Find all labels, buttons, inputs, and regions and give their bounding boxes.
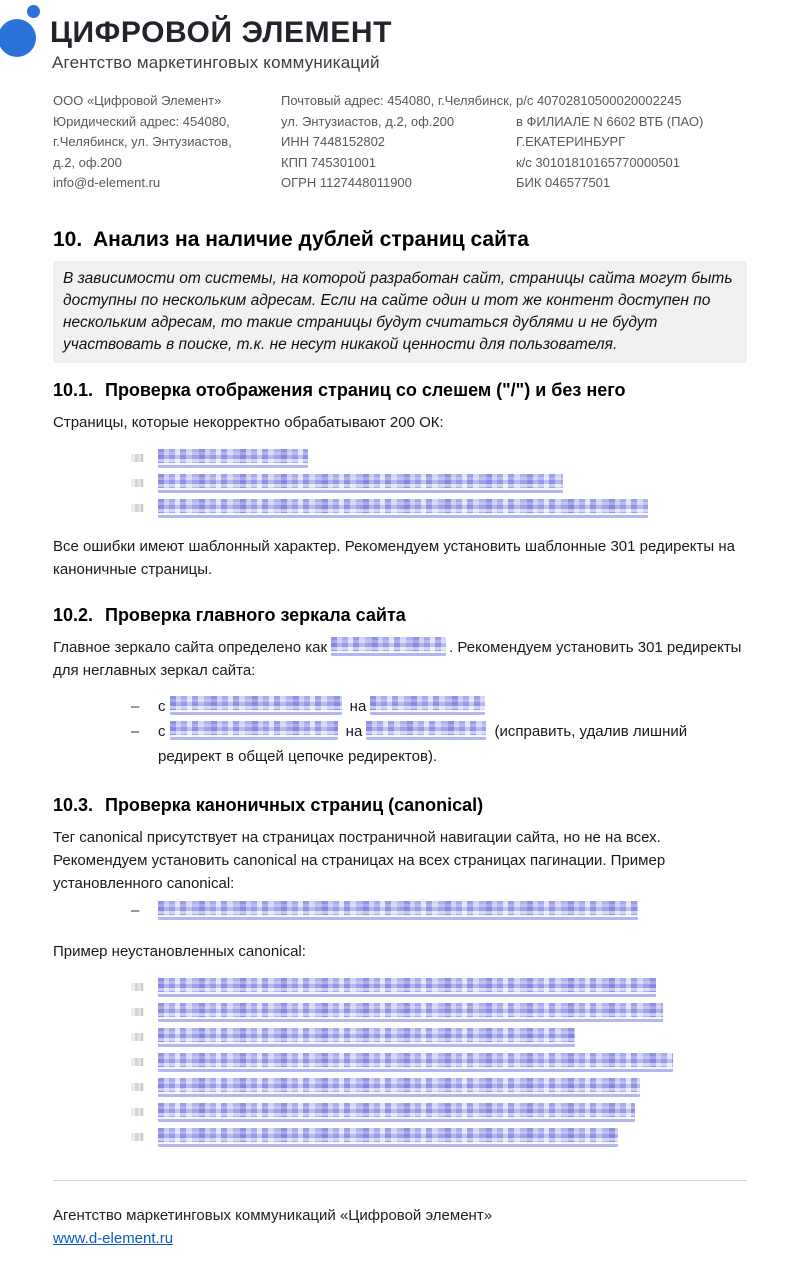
canonical-missing-intro: Пример неустановленных canonical: [53,942,306,960]
contact-line: в ФИЛИАЛЕ N 6602 ВТБ (ПАО) [516,113,704,129]
from-label: с [158,697,166,715]
to-label: на [349,697,367,715]
redacted-link[interactable] [158,978,656,997]
footer-agency-name: Агентство маркетинговых коммуникаций «Цифровой элемент» [53,1206,493,1224]
redacted-list-item [131,446,747,471]
company-tagline: Агентство маркетинговых коммуникаций [52,53,380,72]
section-10-heading [53,228,747,252]
pixelated-bullet [131,1033,144,1041]
redirect-fix-note: (исправить, удалив лишний редирект в общей цепочке редиректов). [158,722,688,765]
redacted-link[interactable] [158,1103,635,1122]
slash-error-list [53,446,747,521]
redacted-list-item [131,1075,747,1100]
pixelated-bullet [131,983,144,991]
contact-line: КПП 745301001 [281,154,376,170]
redacted-list-item [131,496,747,521]
redacted-list-item [131,1025,747,1050]
redacted-link[interactable] [158,449,308,468]
section-title: Проверка каноничных страниц (canonical) [105,794,484,815]
redacted-link[interactable] [158,901,638,920]
redacted-list-item [131,1000,747,1025]
pixelated-bullet [131,1058,144,1066]
contact-line: ОГРН 1127448011900 [281,175,412,190]
redacted-link[interactable] [158,1003,663,1022]
redacted-link[interactable] [158,1128,618,1147]
section-10-1-outro: Все ошибки имеют шаблонный характер. Рекомендуем установить шаблонные 301 редиректы на каноничные страницы. [53,537,735,578]
section-title: Анализ на наличие дублей страниц сайта [93,227,529,251]
logo-header [0,4,747,76]
pixelated-bullet [131,1133,144,1141]
from-label: с [158,722,166,740]
section-number: 10.2. [53,604,94,625]
pixelated-bullet [131,1108,144,1116]
section-title: Проверка отображения страниц со слешем ("/") и без него [105,379,626,400]
contact-line: info@d-element.ru [53,175,161,190]
pixelated-bullet [131,504,144,512]
section-10-1-heading [53,380,747,401]
contact-line: ул. Энтузиастов, д.2, оф.200 [281,113,455,129]
contact-line: Г.ЕКАТЕРИНБУРГ [516,134,626,149]
section-number: 10. [53,227,83,251]
footer-website-link[interactable]: www.d-element.ru [53,1229,174,1247]
redacted-link[interactable] [331,637,446,656]
contact-line: ООО «Цифровой Элемент» [53,93,222,108]
contact-line: БИК 046577501 [516,175,611,190]
section-number: 10.1. [53,379,94,400]
contact-line: к/с 30101810165770000501 [516,154,681,170]
redacted-list-item [131,471,747,496]
section-10-3-intro: Тег canonical присутствует на страницах постраничной навигации сайта, но не на всех. Рекомендуем установить canonical на страницах на всех страницах пагинации. Пример установленного canonical: [53,828,666,892]
pixelated-bullet [131,454,144,462]
dash-marker: – [131,901,140,919]
canonical-missing-list [53,975,747,1150]
mirror-redirect-list [53,694,747,769]
redacted-list-item [131,1125,747,1150]
redacted-link[interactable] [170,696,342,715]
logo-circle-small [27,5,40,18]
pixelated-bullet [131,479,144,487]
contacts-legal-column [53,91,281,194]
redacted-link[interactable] [366,721,486,740]
redacted-list-item [131,975,747,1000]
contact-line: Юридический адрес: 454080, [53,113,230,129]
to-label: на [345,722,363,740]
redacted-list-item [131,898,747,923]
section-10-2-heading [53,605,747,626]
dash-marker: – [131,697,140,715]
contact-line: д.2, оф.200 [53,154,122,170]
redirect-rule-item [131,719,747,769]
pixelated-bullet [131,1083,144,1091]
contact-line: р/с 40702810500020002245 [516,93,682,108]
company-name: ЦИФРОВОЙ ЭЛЕМЕНТ [50,16,393,49]
redacted-link[interactable] [170,721,338,740]
redacted-list-item [131,1100,747,1125]
section-10-3-heading [53,795,747,816]
contacts-postal-column [281,91,516,194]
section-10-note: В зависимости от системы, на которой разработан сайт, страницы сайта могут быть доступны по нескольким адресам. Если на сайте один и тот же контент доступен по нескольким адресам, то такие страницы будут считаться дублями и не будут участвовать в поиске, т.к. не несут никакой ценности для пользователя. [53,261,747,363]
pixelated-bullet [131,1008,144,1016]
redirect-rule-item [131,694,747,719]
section-10-2-intro [53,636,747,682]
redacted-link[interactable] [158,1078,640,1097]
intro-text-after: . Рекомендуем установить 301 редиректы для неглавных зеркал сайта: [53,638,742,679]
section-10-1-intro: Страницы, которые некорректно обрабатывают 200 ОК: [53,413,444,431]
redacted-link[interactable] [158,1053,673,1072]
logo-circle-large [0,19,36,57]
canonical-example-list [53,898,747,923]
section-number: 10.3. [53,794,94,815]
intro-text-before: Главное зеркало сайта определено как [53,638,328,656]
dash-marker: – [131,722,140,740]
footer [53,1180,747,1250]
contact-line: г.Челябинск, ул. Энтузиастов, [53,134,232,149]
section-title: Проверка главного зеркала сайта [105,604,406,625]
redacted-link[interactable] [370,696,485,715]
contact-line: ИНН 7448152802 [281,134,386,149]
contacts-bank-column [516,91,747,194]
redacted-link[interactable] [158,1028,575,1047]
redacted-link[interactable] [158,499,648,518]
redacted-link[interactable] [158,474,563,493]
redacted-list-item [131,1050,747,1075]
logo-icon [0,4,46,60]
contact-line: Почтовый адрес: 454080, г.Челябинск, [281,93,513,108]
contacts-block [53,91,747,194]
